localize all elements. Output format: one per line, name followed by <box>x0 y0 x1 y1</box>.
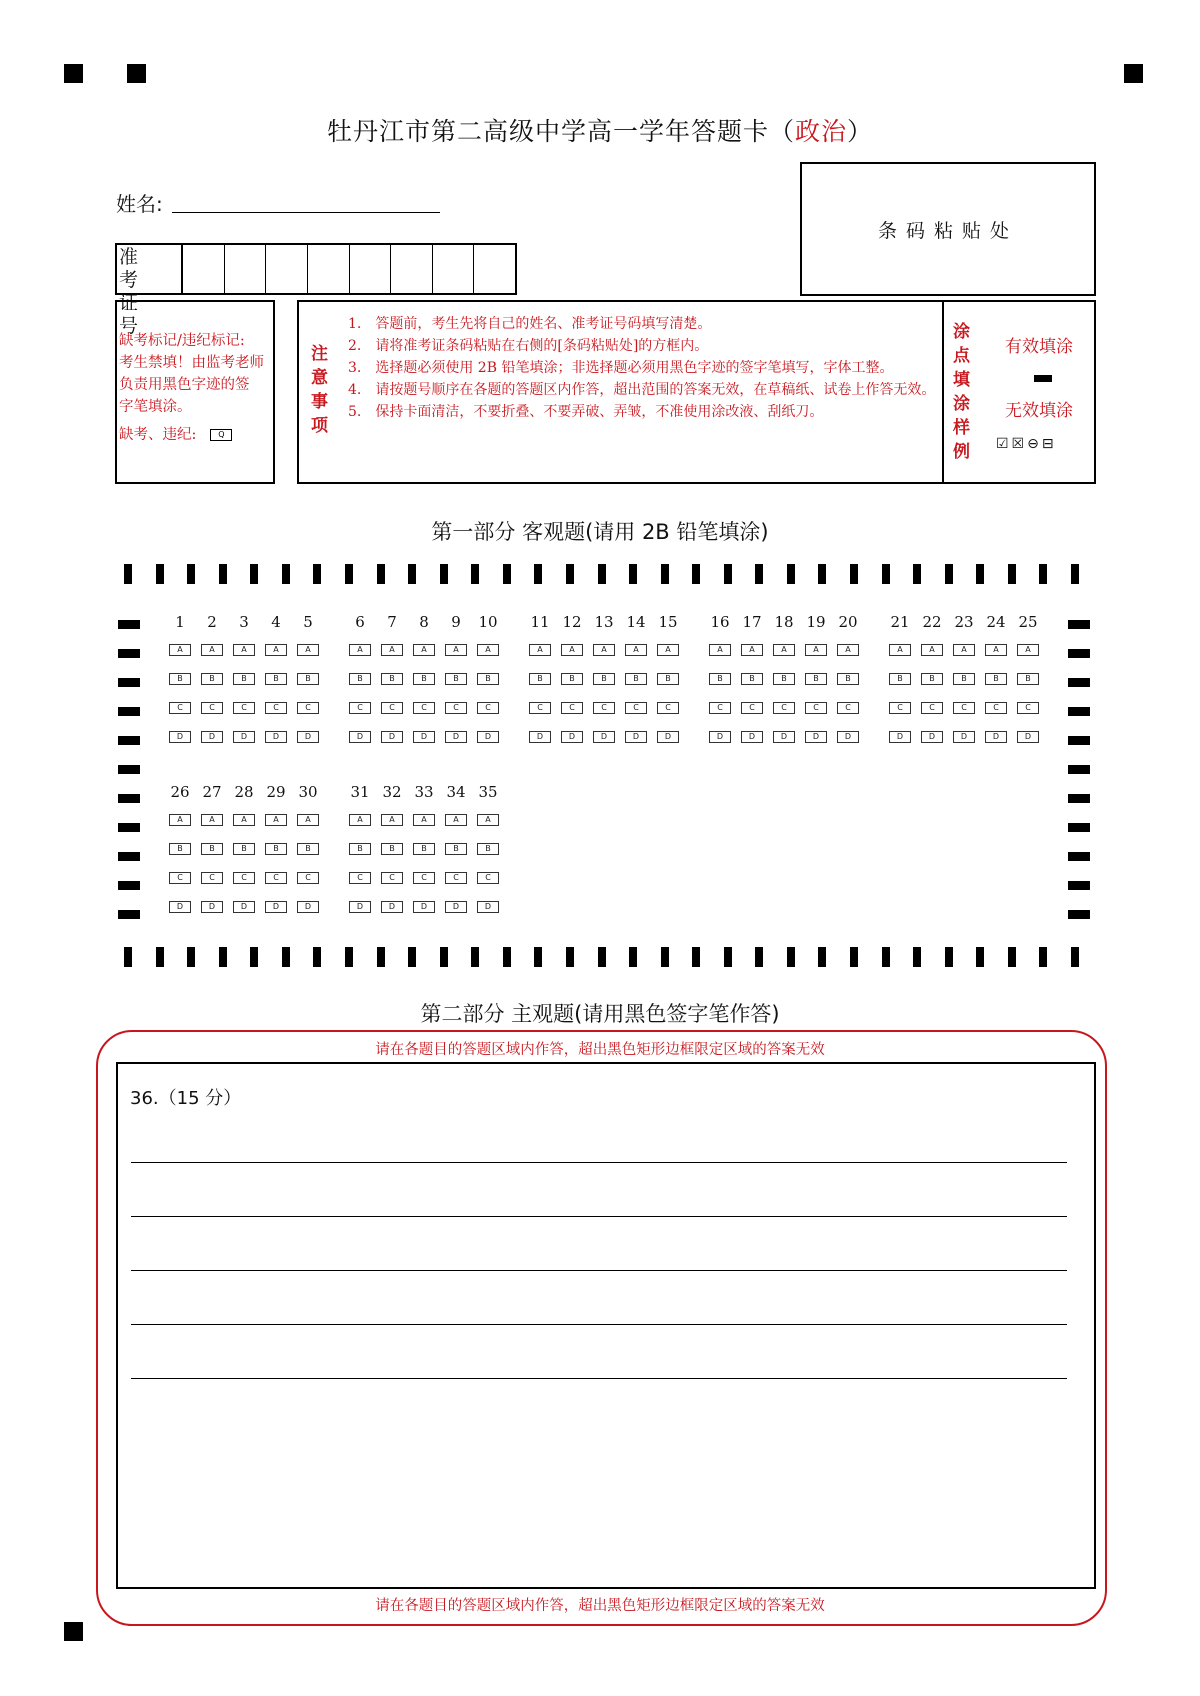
section1-title: 第一部分 客观题(请用 2B 铅笔填涂) <box>431 520 769 544</box>
question-number: 21 <box>890 613 910 631</box>
answer-bubble-b[interactable]: B <box>477 843 499 855</box>
answer-bubble-c[interactable]: C <box>297 702 319 714</box>
answer-bubble-d[interactable]: D <box>381 901 403 913</box>
answer-bubble-a[interactable]: A <box>413 814 435 826</box>
question-number: 27 <box>202 783 222 801</box>
side-timing-mark <box>1068 823 1090 832</box>
answer-bubble-c[interactable]: C <box>297 872 319 884</box>
question-number: 3 <box>239 613 249 631</box>
question-number: 15 <box>658 613 678 631</box>
answer-bubble-c[interactable]: C <box>773 702 795 714</box>
barcode-label: 条码粘贴处 <box>877 219 1018 242</box>
question-number: 22 <box>922 613 942 631</box>
answer-bubble-a[interactable]: A <box>445 644 467 656</box>
answer-bubble-a[interactable]: A <box>953 644 975 656</box>
question-number: 8 <box>419 613 429 631</box>
side-timing-mark <box>118 881 140 890</box>
answer-bubble-d[interactable]: D <box>805 731 827 743</box>
side-timing-mark <box>118 649 140 658</box>
answer-bubble-b[interactable]: B <box>657 673 679 685</box>
question-number: 13 <box>594 613 614 631</box>
answer-bubble-c[interactable]: C <box>477 872 499 884</box>
answer-bubble-b[interactable]: B <box>953 673 975 685</box>
answer-line[interactable] <box>131 1324 1067 1325</box>
answer-bubble-b[interactable]: B <box>561 673 583 685</box>
invalid-fill-marks: ☑☒⊖⊟ <box>996 436 1057 452</box>
answer-bubble-d[interactable]: D <box>297 901 319 913</box>
answer-bubble-a[interactable]: A <box>837 644 859 656</box>
question-number: 35 <box>478 783 498 801</box>
answer-bubble-c[interactable]: C <box>477 702 499 714</box>
question-number: 16 <box>710 613 730 631</box>
answer-bubble-c[interactable]: C <box>529 702 551 714</box>
answer-bubble-b[interactable]: B <box>381 673 403 685</box>
invalid-fill-label: 无效填涂 <box>1005 401 1073 421</box>
side-timing-mark <box>1068 765 1090 774</box>
answer-bubble-c[interactable]: C <box>889 702 911 714</box>
question-number: 24 <box>986 613 1006 631</box>
absence-line: 字笔填涂。 <box>119 399 192 415</box>
answer-bubble-b[interactable]: B <box>837 673 859 685</box>
answer-bubble-a[interactable]: A <box>233 814 255 826</box>
answer-bubble-c[interactable]: C <box>709 702 731 714</box>
answer-bubble-c[interactable]: C <box>1017 702 1039 714</box>
absence-line: 缺考标记/违纪标记: <box>119 333 245 349</box>
answer-bubble-a[interactable]: A <box>413 644 435 656</box>
answer-bubble-a[interactable]: A <box>561 644 583 656</box>
answer-bubble-a[interactable]: A <box>169 814 191 826</box>
notice-heading: 注意事项 <box>311 344 328 436</box>
answer-bubble-d[interactable]: D <box>741 731 763 743</box>
answer-bubble-b[interactable]: B <box>889 673 911 685</box>
notice-item: 3. 选择题必须使用 2B 铅笔填涂；非选择题必须用黑色字迹的签字笔填写，字体工整。 <box>348 360 894 376</box>
side-timing-mark <box>118 794 140 803</box>
answer-bubble-b[interactable]: B <box>625 673 647 685</box>
registration-mark <box>64 1622 83 1641</box>
answer-bubble-b[interactable]: B <box>381 843 403 855</box>
question-number: 32 <box>382 783 402 801</box>
answer-bubble-b[interactable]: B <box>529 673 551 685</box>
answer-bubble-c[interactable]: C <box>837 702 859 714</box>
answer-bubble-b[interactable]: B <box>169 673 191 685</box>
answer-bubble-c[interactable]: C <box>657 702 679 714</box>
question-number: 11 <box>530 613 550 631</box>
answer-bubble-b[interactable]: B <box>445 673 467 685</box>
answer-bubble-a[interactable]: A <box>381 644 403 656</box>
answer-line[interactable] <box>131 1162 1067 1163</box>
absence-line: 负责用黑色字迹的签 <box>119 377 250 393</box>
answer-bubble-c[interactable]: C <box>381 702 403 714</box>
answer-bubble-c[interactable]: C <box>445 702 467 714</box>
answer-bubble-d[interactable]: D <box>349 901 371 913</box>
answer-bubble-d[interactable]: D <box>297 731 319 743</box>
answer-bubble-d[interactable]: D <box>169 731 191 743</box>
side-timing-mark <box>118 910 140 919</box>
valid-fill-label: 有效填涂 <box>1005 337 1073 357</box>
notice-item: 1. 答题前，考生先将自己的姓名、准考证号码填写清楚。 <box>348 316 712 332</box>
section2-title: 第二部分 主观题(请用黑色签字笔作答) <box>420 1002 780 1026</box>
answer-bubble-a[interactable]: A <box>201 644 223 656</box>
exam-number-label-line1: 准 考 <box>119 246 147 291</box>
answer-bubble-b[interactable]: B <box>349 673 371 685</box>
question-number: 1 <box>175 613 185 631</box>
answer-bubble-d[interactable]: D <box>265 901 287 913</box>
answer-bubble-a[interactable]: A <box>1017 644 1039 656</box>
answer-bubble-c[interactable]: C <box>805 702 827 714</box>
question-number: 26 <box>170 783 190 801</box>
notice-item: 4. 请按题号顺序在各题的答题区内作答，超出范围的答案无效，在草稿纸、试卷上作答无效。 <box>348 382 936 398</box>
answer-bubble-c[interactable]: C <box>169 872 191 884</box>
exam-number-label-line2: 证 号 <box>119 292 147 337</box>
side-timing-mark <box>118 620 140 629</box>
answer-bubble-d[interactable]: D <box>233 901 255 913</box>
question-number: 5 <box>303 613 313 631</box>
absence-mark-label: 缺考、违纪: <box>119 427 197 443</box>
question-number: 25 <box>1018 613 1038 631</box>
answer-bubble-b[interactable]: B <box>445 843 467 855</box>
answer-bubble-d[interactable]: D <box>889 731 911 743</box>
side-timing-mark <box>1068 736 1090 745</box>
answer-bubble-b[interactable]: B <box>773 673 795 685</box>
answer-bubble-d[interactable]: D <box>477 731 499 743</box>
answer-bubble-d[interactable]: D <box>561 731 583 743</box>
side-timing-mark <box>1068 910 1090 919</box>
answer-bubble-b[interactable]: B <box>741 673 763 685</box>
answer-bubble-b[interactable]: B <box>233 673 255 685</box>
answer-bubble-b[interactable]: B <box>201 673 223 685</box>
notice-item: 2. 请将准考证条码粘贴在右侧的[条码粘贴处]的方框内。 <box>348 338 709 354</box>
answer-bubble-c[interactable]: C <box>265 702 287 714</box>
answer-bubble-b[interactable]: B <box>349 843 371 855</box>
answer-bubble-b[interactable]: B <box>297 673 319 685</box>
answer-bubble-a[interactable]: A <box>985 644 1007 656</box>
answer-bubble-a[interactable]: A <box>265 644 287 656</box>
answer-bubble-a[interactable]: A <box>477 644 499 656</box>
answer-bubble-c[interactable]: C <box>381 872 403 884</box>
answer-bubble-d[interactable]: D <box>773 731 795 743</box>
answer-bubble-b[interactable]: B <box>921 673 943 685</box>
answer-bubble-d[interactable]: D <box>381 731 403 743</box>
answer-bubble-d[interactable]: D <box>837 731 859 743</box>
question-number: 7 <box>387 613 397 631</box>
answer-bubble-b[interactable]: B <box>265 673 287 685</box>
answer-bubble-a[interactable]: A <box>593 644 615 656</box>
answer-bubble-d[interactable]: D <box>265 731 287 743</box>
answer-bubble-d[interactable]: D <box>657 731 679 743</box>
question-number: 6 <box>355 613 365 631</box>
question-number: 17 <box>742 613 762 631</box>
answer-line[interactable] <box>131 1216 1067 1217</box>
question-number: 20 <box>838 613 858 631</box>
answer-bubble-b[interactable]: B <box>169 843 191 855</box>
side-timing-mark <box>1068 852 1090 861</box>
answer-bubble-c[interactable]: C <box>265 872 287 884</box>
answer-line[interactable] <box>131 1378 1067 1379</box>
answer-bubble-d[interactable]: D <box>985 731 1007 743</box>
title-close: ） <box>847 117 874 146</box>
answer-bubble-b[interactable]: B <box>593 673 615 685</box>
answer-line[interactable] <box>131 1270 1067 1271</box>
answer-bubble-d[interactable]: D <box>477 901 499 913</box>
side-timing-mark <box>118 823 140 832</box>
fill-example-heading: 涂点填涂样例 <box>953 322 970 462</box>
answer-bubble-d[interactable]: D <box>593 731 615 743</box>
side-timing-mark <box>1068 678 1090 687</box>
question-number: 10 <box>478 613 498 631</box>
answer-bubble-a[interactable]: A <box>381 814 403 826</box>
answer-bubble-b[interactable]: B <box>805 673 827 685</box>
answer-bubble-d[interactable]: D <box>413 731 435 743</box>
answer-bubble-c[interactable]: C <box>233 702 255 714</box>
side-timing-mark <box>1068 649 1090 658</box>
answer-bubble-d[interactable]: D <box>349 731 371 743</box>
answer-bubble-d[interactable]: D <box>445 901 467 913</box>
answer-bubble-b[interactable]: B <box>985 673 1007 685</box>
question-number: 12 <box>562 613 582 631</box>
answer-bubble-c[interactable]: C <box>593 702 615 714</box>
answer-warning-top: 请在各题目的答题区域内作答，超出黑色矩形边框限定区域的答案无效 <box>375 1042 825 1058</box>
answer-bubble-a[interactable]: A <box>477 814 499 826</box>
answer-bubble-c[interactable]: C <box>985 702 1007 714</box>
title-subject: 政治 <box>794 117 847 146</box>
answer-bubble-a[interactable]: A <box>657 644 679 656</box>
answer-bubble-a[interactable]: A <box>349 644 371 656</box>
answer-bubble-b[interactable]: B <box>201 843 223 855</box>
answer-bubble-b[interactable]: B <box>297 843 319 855</box>
absence-mark-box-q[interactable]: Q <box>210 429 232 441</box>
answer-bubble-b[interactable]: B <box>709 673 731 685</box>
answer-box[interactable] <box>116 1062 1096 1589</box>
answer-bubble-d[interactable]: D <box>953 731 975 743</box>
question-number: 33 <box>414 783 434 801</box>
answer-bubble-c[interactable]: C <box>201 702 223 714</box>
question-number: 30 <box>298 783 318 801</box>
answer-bubble-c[interactable]: C <box>413 702 435 714</box>
answer-bubble-b[interactable]: B <box>413 843 435 855</box>
answer-bubble-b[interactable]: B <box>413 673 435 685</box>
answer-bubble-c[interactable]: C <box>953 702 975 714</box>
answer-bubble-a[interactable]: A <box>741 644 763 656</box>
answer-bubble-c[interactable]: C <box>741 702 763 714</box>
answer-bubble-d[interactable]: D <box>233 731 255 743</box>
answer-bubble-a[interactable]: A <box>529 644 551 656</box>
answer-bubble-c[interactable]: C <box>445 872 467 884</box>
side-timing-mark <box>1068 881 1090 890</box>
question-number: 23 <box>954 613 974 631</box>
answer-bubble-b[interactable]: B <box>1017 673 1039 685</box>
answer-bubble-c[interactable]: C <box>233 872 255 884</box>
side-timing-mark <box>1068 707 1090 716</box>
side-timing-mark <box>118 852 140 861</box>
question-number: 4 <box>271 613 281 631</box>
title-main: 牡丹江市第二高级中学高一学年答题卡（ <box>326 117 795 146</box>
answer-bubble-c[interactable]: C <box>349 872 371 884</box>
side-timing-mark <box>118 707 140 716</box>
answer-bubble-d[interactable]: D <box>445 731 467 743</box>
answer-bubble-d[interactable]: D <box>921 731 943 743</box>
answer-bubble-a[interactable]: A <box>297 814 319 826</box>
answer-bubble-a[interactable]: A <box>297 644 319 656</box>
answer-bubble-d[interactable]: D <box>709 731 731 743</box>
side-timing-mark <box>118 736 140 745</box>
answer-bubble-c[interactable]: C <box>201 872 223 884</box>
side-timing-mark <box>118 678 140 687</box>
answer-bubble-c[interactable]: C <box>921 702 943 714</box>
answer-bubble-a[interactable]: A <box>625 644 647 656</box>
question-number: 29 <box>266 783 286 801</box>
question-number: 34 <box>446 783 466 801</box>
answer-bubble-d[interactable]: D <box>201 731 223 743</box>
answer-bubble-a[interactable]: A <box>773 644 795 656</box>
answer-bubble-a[interactable]: A <box>265 814 287 826</box>
notice-item: 5. 保持卡面清洁，不要折叠、不要弄破、弄皱，不准使用涂改液、刮纸刀。 <box>348 404 824 420</box>
answer-bubble-c[interactable]: C <box>561 702 583 714</box>
answer-bubble-b[interactable]: B <box>265 843 287 855</box>
side-timing-mark <box>1068 620 1090 629</box>
question-number: 9 <box>451 613 461 631</box>
question-number: 2 <box>207 613 217 631</box>
answer-bubble-b[interactable]: B <box>477 673 499 685</box>
answer-bubble-a[interactable]: A <box>921 644 943 656</box>
answer-bubble-a[interactable]: A <box>445 814 467 826</box>
answer-bubble-c[interactable]: C <box>625 702 647 714</box>
question-36-label: 36.（15 分） <box>130 1088 242 1109</box>
answer-bubble-a[interactable]: A <box>349 814 371 826</box>
answer-bubble-a[interactable]: A <box>201 814 223 826</box>
answer-bubble-c[interactable]: C <box>413 872 435 884</box>
answer-bubble-a[interactable]: A <box>709 644 731 656</box>
question-number: 19 <box>806 613 826 631</box>
name-label: 姓名: <box>116 192 163 216</box>
answer-bubble-d[interactable]: D <box>413 901 435 913</box>
answer-bubble-a[interactable]: A <box>169 644 191 656</box>
answer-bubble-d[interactable]: D <box>1017 731 1039 743</box>
question-number: 18 <box>774 613 794 631</box>
question-number: 14 <box>626 613 646 631</box>
answer-bubble-d[interactable]: D <box>625 731 647 743</box>
answer-bubble-a[interactable]: A <box>889 644 911 656</box>
answer-bubble-a[interactable]: A <box>233 644 255 656</box>
question-number: 31 <box>350 783 370 801</box>
answer-bubble-c[interactable]: C <box>349 702 371 714</box>
answer-bubble-d[interactable]: D <box>169 901 191 913</box>
answer-bubble-d[interactable]: D <box>529 731 551 743</box>
side-timing-mark <box>1068 794 1090 803</box>
answer-warning-bottom: 请在各题目的答题区域内作答，超出黑色矩形边框限定区域的答案无效 <box>375 1598 825 1614</box>
question-number: 28 <box>234 783 254 801</box>
answer-bubble-c[interactable]: C <box>169 702 191 714</box>
answer-bubble-d[interactable]: D <box>201 901 223 913</box>
absence-line: 考生禁填！由监考老师 <box>119 355 264 371</box>
answer-bubble-a[interactable]: A <box>805 644 827 656</box>
side-timing-mark <box>118 765 140 774</box>
answer-bubble-b[interactable]: B <box>233 843 255 855</box>
